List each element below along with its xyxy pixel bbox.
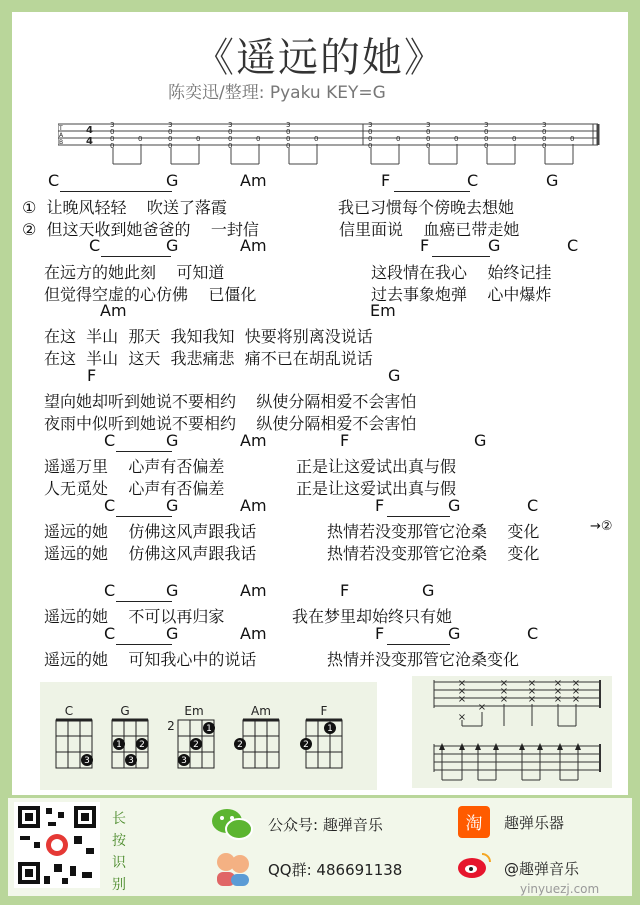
hint-char: 识	[112, 855, 126, 871]
finger-number: 1	[327, 724, 333, 734]
svg-text:0: 0	[368, 142, 373, 150]
svg-text:×: ×	[571, 694, 581, 705]
svg-text:0: 0	[570, 135, 575, 143]
qq-group-icon	[212, 848, 254, 888]
weibo-account: @趣弹音乐	[504, 860, 580, 878]
chord-diagrams	[40, 682, 377, 790]
chord-label: Am	[240, 431, 267, 450]
svg-text:×: ×	[457, 694, 467, 705]
svg-text:0: 0	[228, 128, 233, 136]
svg-text:0: 0	[196, 135, 201, 143]
svg-text:0: 0	[228, 142, 233, 150]
finger-number: 3	[128, 756, 134, 766]
svg-text:×: ×	[571, 686, 581, 697]
lyric-line: 在这 半山 这天 我悲痛悲 痛不已在胡乱说话	[44, 349, 373, 368]
hint-char: 别	[112, 877, 126, 893]
chord-position-label: 2	[167, 719, 175, 733]
lyric-line: 遥远的她 仿佛这风声跟我话	[44, 522, 257, 541]
chord-label: C	[104, 581, 116, 600]
chord-label: F	[340, 581, 350, 600]
wechat-icon	[210, 806, 254, 842]
lyric-line: 遥远的她 仿佛这风声跟我话	[44, 544, 257, 563]
chord-label: C	[104, 431, 116, 450]
chord-label: Am	[100, 301, 127, 320]
chord-underline	[116, 516, 172, 517]
svg-text:0: 0	[110, 142, 115, 150]
chord-underline	[101, 256, 171, 257]
song-title: 《遥远的她》	[194, 35, 446, 81]
lyric-line: 热情并没变那管它沧桑变化	[327, 650, 520, 669]
svg-text:0: 0	[484, 128, 489, 136]
chord-diagram-title: F	[320, 704, 328, 718]
lyric-line: ① 让晚风轻轻 吹送了落霞	[22, 198, 227, 217]
chord-underline	[432, 256, 490, 257]
weibo-icon	[456, 850, 492, 880]
svg-text:×: ×	[499, 694, 509, 705]
chord-label: G	[166, 624, 179, 643]
chord-underline	[116, 644, 172, 645]
svg-text:×: ×	[571, 678, 581, 689]
wechat-account: 公众号: 趣弹音乐	[268, 816, 383, 834]
svg-text:0: 0	[542, 128, 547, 136]
chord-label: C	[104, 624, 116, 643]
finger-number: 2	[237, 740, 243, 750]
finger-number: 2	[193, 740, 199, 750]
svg-text:0: 0	[396, 135, 401, 143]
lyric-line: 过去事象炮弹 心中爆炸	[371, 285, 552, 304]
svg-text:0: 0	[228, 135, 233, 143]
svg-text:3: 3	[286, 121, 291, 129]
finger-number: 2	[139, 740, 145, 750]
chord-underline	[387, 644, 450, 645]
time-sig-top: 4	[86, 125, 93, 136]
chord-label: C	[48, 171, 60, 190]
lyric-line: 热情若没变那管它沧桑 变化	[327, 522, 540, 541]
svg-text:×: ×	[499, 678, 509, 689]
svg-text:×: ×	[477, 702, 487, 713]
chord-underline	[394, 191, 470, 192]
intro-tab	[58, 118, 618, 168]
tab-letter: B	[59, 139, 64, 146]
chord-label: G	[166, 171, 179, 190]
chord-label: F	[420, 236, 430, 255]
repeat-jump-marker: →②	[590, 519, 613, 534]
lyric-line: 望向她却听到她说不要相约 纵使分隔相爱不会害怕	[44, 392, 417, 411]
svg-text:0: 0	[426, 142, 431, 150]
svg-text:0: 0	[368, 135, 373, 143]
svg-text:3: 3	[110, 121, 115, 129]
svg-text:3: 3	[426, 121, 431, 129]
svg-text:×: ×	[457, 712, 467, 723]
lyric-line: 这段情在我心 始终记挂	[371, 263, 552, 282]
chord-label: Am	[240, 496, 267, 515]
svg-text:0: 0	[110, 128, 115, 136]
svg-text:3: 3	[228, 121, 233, 129]
lyric-line: 遥远的她 可知我心中的说话	[44, 650, 257, 669]
chord-label: G	[448, 496, 461, 515]
chord-label: G	[166, 236, 179, 255]
chord-label: G	[474, 431, 487, 450]
chord-label: C	[467, 171, 479, 190]
chord-label: F	[375, 496, 385, 515]
svg-text:×: ×	[527, 694, 537, 705]
chord-label: F	[375, 624, 385, 643]
chord-label: F	[87, 366, 97, 385]
svg-text:0: 0	[286, 128, 291, 136]
chord-label: G	[422, 581, 435, 600]
chord-label: Am	[240, 236, 267, 255]
lyric-line: 在远方的她此刻 可知道	[44, 263, 225, 282]
svg-text:0: 0	[512, 135, 517, 143]
chord-diagram-title: Am	[251, 704, 271, 718]
svg-text:×: ×	[527, 678, 537, 689]
lyric-line: 遥远的她 不可以再归家	[44, 607, 225, 626]
finger-number: 3	[84, 756, 90, 766]
chord-label: C	[527, 496, 539, 515]
lyric-line: 人无觅处 心声有否偏差	[44, 479, 225, 498]
svg-text:3: 3	[368, 121, 373, 129]
finger-number: 1	[206, 724, 212, 734]
finger-number: 2	[303, 740, 309, 750]
svg-text:3: 3	[168, 121, 173, 129]
tab-letter: T	[59, 125, 63, 132]
hint-char: 长	[112, 811, 126, 827]
svg-text:0: 0	[426, 128, 431, 136]
svg-text:0: 0	[368, 128, 373, 136]
svg-text:0: 0	[426, 135, 431, 143]
tab-letter: A	[59, 132, 64, 139]
lyric-line: 但觉得空虚的心仿佛 已僵化	[44, 285, 257, 304]
lyric-line: 遥遥万里 心声有否偏差	[44, 457, 225, 476]
svg-text:0: 0	[484, 135, 489, 143]
taobao-icon	[458, 806, 490, 838]
svg-text:3: 3	[484, 121, 489, 129]
lyric-line: 我在梦里却始终只有她	[292, 607, 453, 626]
svg-text:0: 0	[286, 135, 291, 143]
chord-label: Am	[240, 581, 267, 600]
svg-text:×: ×	[499, 686, 509, 697]
chord-label: C	[527, 624, 539, 643]
chord-label: Am	[240, 171, 267, 190]
svg-text:0: 0	[454, 135, 459, 143]
song-subtitle: 陈奕迅/整理: Pyaku KEY=G	[168, 83, 386, 103]
chord-label: Em	[370, 301, 396, 320]
svg-text:×: ×	[553, 678, 563, 689]
lyric-line: 我已习惯每个傍晚去想她	[338, 198, 515, 217]
qr-code-icon[interactable]	[14, 802, 100, 888]
svg-text:0: 0	[314, 135, 319, 143]
svg-text:0: 0	[168, 135, 173, 143]
svg-text:0: 0	[110, 135, 115, 143]
svg-text:0: 0	[168, 128, 173, 136]
lyric-line: ② 但这天收到她爸爸的 一封信	[22, 220, 259, 239]
chord-underline	[116, 451, 172, 452]
chord-diagram-title: G	[120, 704, 130, 718]
chord-underline	[60, 191, 172, 192]
chord-underline	[387, 516, 450, 517]
svg-text:×: ×	[553, 686, 563, 697]
lyric-line: 夜雨中似听到她说不要相约 纵使分隔相爱不会害怕	[44, 414, 417, 433]
lyric-line: 热情若没变那管它沧桑 变化	[327, 544, 540, 563]
svg-text:0: 0	[286, 142, 291, 150]
finger-number: 3	[181, 756, 187, 766]
lyric-line: 正是让这爱试出真与假	[296, 479, 457, 498]
svg-text:淘: 淘	[465, 814, 483, 834]
time-sig-bottom: 4	[86, 136, 93, 147]
hint-char: 按	[112, 833, 126, 849]
chord-label: G	[448, 624, 461, 643]
svg-text:0: 0	[542, 135, 547, 143]
chord-underline	[116, 601, 172, 602]
svg-text:×: ×	[527, 686, 537, 697]
svg-text:0: 0	[138, 135, 143, 143]
chord-label: G	[166, 431, 179, 450]
watermark: yinyuezj.com	[520, 882, 600, 896]
chord-label: F	[340, 431, 350, 450]
chord-label: G	[546, 171, 559, 190]
svg-text:3: 3	[542, 121, 547, 129]
qq-group: QQ群: 486691138	[268, 861, 403, 879]
lyric-line: 在这 半山 那天 我知我知 快要将别离没说话	[44, 327, 373, 346]
svg-text:0: 0	[168, 142, 173, 150]
finger-number: 1	[116, 740, 122, 750]
chord-label: C	[89, 236, 101, 255]
chord-label: C	[104, 496, 116, 515]
chord-label: G	[488, 236, 501, 255]
chord-label: G	[388, 366, 401, 385]
lyric-line: 信里面说 血癌已带走她	[339, 220, 520, 239]
long-press-hint	[112, 808, 128, 896]
svg-text:×: ×	[457, 678, 467, 689]
svg-text:0: 0	[484, 142, 489, 150]
chord-diagram-title: Em	[184, 704, 204, 718]
chord-label: F	[381, 171, 391, 190]
chord-label: G	[166, 496, 179, 515]
taobao-shop: 趣弹乐器	[504, 814, 565, 832]
chord-label: G	[166, 581, 179, 600]
rhythm-pattern	[412, 676, 612, 788]
chord-label: C	[567, 236, 579, 255]
svg-text:0: 0	[256, 135, 261, 143]
svg-text:×: ×	[553, 694, 563, 705]
svg-text:0: 0	[542, 142, 547, 150]
chord-diagram-title: C	[64, 704, 74, 718]
chord-label: Am	[240, 624, 267, 643]
svg-text:×: ×	[457, 686, 467, 697]
lyric-line: 正是让这爱试出真与假	[296, 457, 457, 476]
